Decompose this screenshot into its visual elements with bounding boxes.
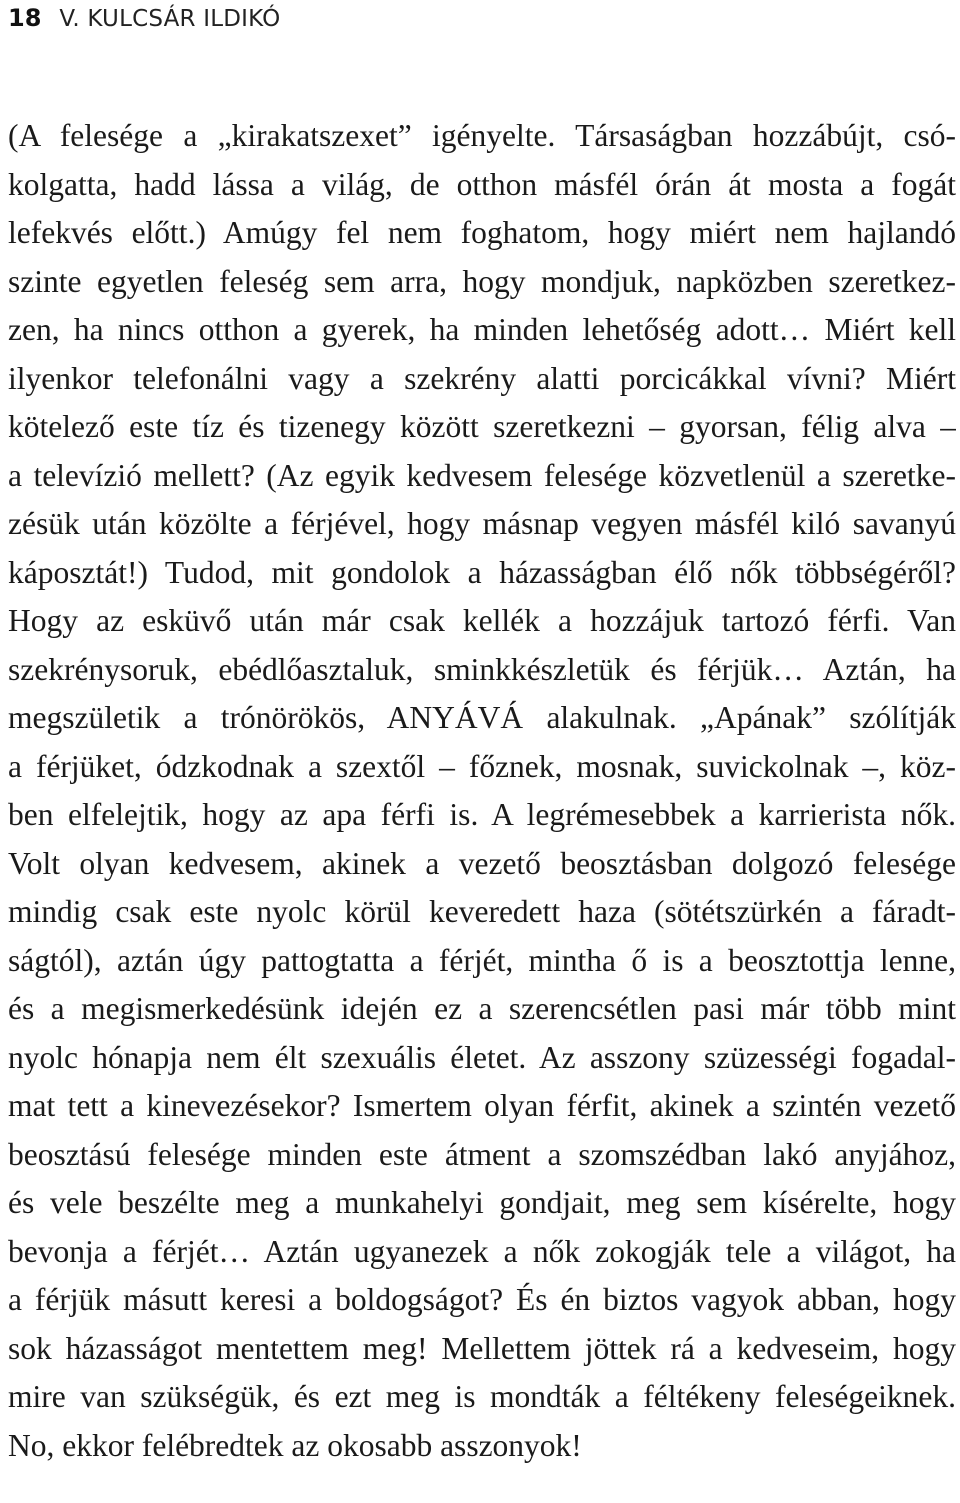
text-line: káposztát!) Tudod, mit gondolok a házasságban élő nők többségéről? [8, 554, 956, 590]
text-line: ságtól), aztán úgy pattogtatta a férjét, mintha ő is a beosztottja lenne, [8, 942, 956, 978]
text-line: a televízió mellett? (Az egyik kedvesem felesége közvetlenül a szeretke- [8, 457, 956, 493]
text-line: nyolc hónapja nem élt szexuális életet. Az asszony szüzességi fogadal- [8, 1039, 956, 1075]
body-text [8, 112, 956, 1470]
text-line: ben elfelejtik, hogy az apa férfi is. A legrémesebbek a karrierista nők. [8, 797, 956, 832]
text-line: és vele beszélte meg a munkahelyi gondjait, meg sem kísérelte, hogy [8, 1185, 956, 1220]
text-line: zésük után közölte a férjével, hogy másnap vegyen másfél kiló savanyú [8, 506, 956, 541]
text-line: kötelező este tíz és tizenegy között szeretkezni – gyorsan, félig alva – [8, 409, 956, 444]
text-line: mat tett a kinevezésekor? Ismertem olyan férfit, akinek a szintén vezető [8, 1088, 956, 1123]
text-line: a férjüket, ódzkodnak a szextől – főznek, mosnak, suvickolnak –, köz- [8, 748, 956, 784]
running-head [8, 4, 280, 40]
text-line: megszületik a trónörökös, ANYÁVÁ alakulnak. „Apának” szólítják [8, 700, 956, 735]
text-line: szekrénysoruk, ebédlőasztaluk, sminkkészletük és férjük… Aztán, ha [8, 651, 956, 687]
text-line: bevonja a férjét… Aztán ugyanezek a nők zokogják tele a világot, ha [8, 1233, 956, 1269]
text-line: Hogy az esküvő után már csak kellék a hozzájuk tartozó férfi. Van [8, 603, 956, 638]
text-line: és a megismerkedésünk idején ez a szerencsétlen pasi már több mint [8, 991, 956, 1026]
text-line: szinte egyetlen feleség sem arra, hogy mondjuk, napközben szeretkez- [8, 263, 956, 299]
text-line: kolgatta, hadd lássa a világ, de otthon másfél órán át mosta a fogát [8, 166, 956, 202]
text-line: ilyenkor telefonálni vagy a szekrény alatti porcicákkal vívni? Miért [8, 360, 956, 396]
text-line: a férjük másutt keresi a boldogságot? És én biztos vagyok abban, hogy [8, 1282, 956, 1317]
text-line: No, ekkor felébredtek az okosabb asszonyok! [8, 1427, 582, 1463]
running-title: V. KULCSÁR ILDIKÓ [59, 6, 281, 32]
text-line: mire van szükségük, és ezt meg is mondták a féltékeny feleségeiknek. [8, 1379, 956, 1414]
page-number: 18 [8, 4, 42, 32]
text-line: sok házasságot mentettem meg! Mellettem jöttek rá a kedveseim, hogy [8, 1330, 956, 1366]
text-line: mindig csak este nyolc körül keveredett haza (sötétszürkén a fáradt- [8, 894, 956, 929]
text-line: Volt olyan kedvesem, akinek a vezető beosztásban dolgozó felesége [8, 845, 956, 881]
text-line: lefekvés előtt.) Amúgy fel nem foghatom, hogy miért nem hajlandó [8, 215, 956, 250]
text-line: beosztású felesége minden este átment a szomszédban lakó anyjához, [8, 1136, 956, 1172]
text-line: zen, ha nincs otthon a gyerek, ha minden lehetőség adott… Miért kell [8, 312, 956, 347]
text-line: (A felesége a „kirakatszexet” igényelte. Társaságban hozzábújt, csó- [8, 118, 956, 153]
